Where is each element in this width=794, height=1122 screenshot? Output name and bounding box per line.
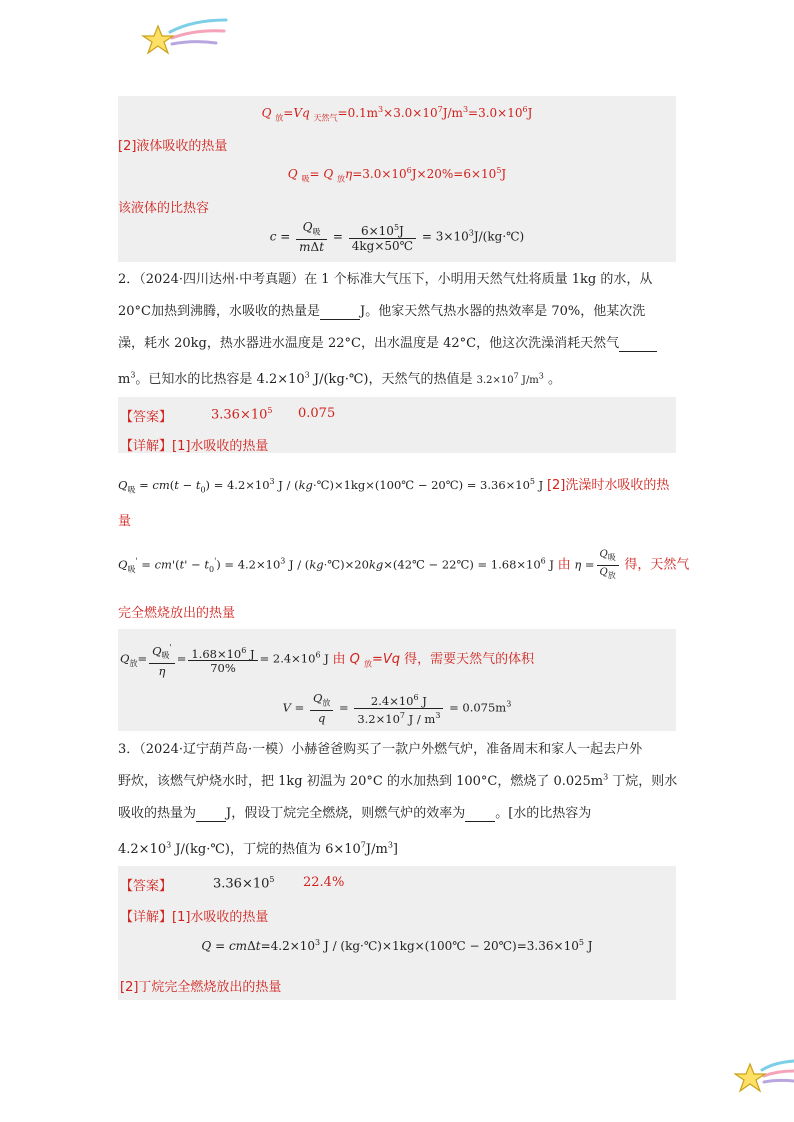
formula-q-xi: Q $_吸$= Q $_放\eta=3.0\times 10^6J\times 20\%=6\times 10^5J$: [287, 166, 507, 184]
q2-blank-1[interactable]: [320, 304, 360, 320]
q2-eq-3: $Q_放=$ $\frac{Q_吸'}{\eta}$ = $\frac{1.68\times 10^6 J}{70\%}$ = $2.4\times 10^6$ J 由 Q $_放$=Vq 得，需要天然气的体积: [120, 643, 535, 679]
q3-line-2: 野炊，该燃气炉烧水时，把 1kg 初温为 20°C 的水加热到 100°C，燃烧了 $0.025m^3$ 丁烷，则水: [118, 772, 678, 789]
shooting-star-icon: [734, 1056, 794, 1100]
q2-answer-1: $3.36\times 10^5$: [211, 406, 273, 423]
q3-eq-1: $Q = cm\Delta t=4.2\times 10^3$ J / (kg·℃)×1kg×(100℃ − $20℃)=3.36\times 10^5$ J: [201, 938, 593, 953]
q2-answer-label: 【答案】: [120, 410, 173, 425]
q2-answer-2: 0.075: [298, 406, 336, 421]
q3-detail-line: 【详解】[1]水吸收的热量: [120, 910, 269, 925]
q2-line-2: 20°C加热到沸腾，水吸收的热量是 J。他家天然气热水器的热效率是 70%，他某次洗: [118, 304, 646, 319]
q2-eq-1: $Q_吸 = cm(t - t_0) = 4.2\times 10^3$ J / (kg·℃)×1kg×(100℃ − 20℃) = $3.36\times 10^5$ J [2]洗澡时水吸收的热: [118, 477, 670, 495]
q2-detail-3c: 完全燃烧放出的热量: [118, 606, 236, 621]
q3-line-1: 3．（2024·辽宁葫芦岛·一模）小赫爸爸购买了一款户外燃气炉，准备周末和家人一起去户外: [118, 742, 643, 757]
shooting-star-icon: [140, 14, 230, 62]
specific-heat-heading: 该液体的比热容: [118, 201, 210, 216]
q2-line-3: 澡，耗水 20kg，热水器进水温度是 22°C，出水温度是 42°C，他这次洗澡消耗天然气: [118, 332, 657, 352]
formula-c: c = $\frac{Q_吸}{\text{mΔt}}$ = $\frac{6\times 10^5J}{4kg\times 50℃}$ = $3\times 10^3J/(kg\cdot℃)$: [269, 220, 525, 255]
q2-detail-line: 【详解】[1]水吸收的热量: [120, 439, 269, 454]
q2-volume-block: [118, 629, 676, 731]
q2-eq-4: V = $\frac{Q_放}{q}$ = $\frac{2.4\times 10^6 J}{3.2\times 10^7 J / m^3}$ = $0.075m^3$: [282, 691, 512, 726]
q3-answer-1: $3.36\times 10^5$: [213, 875, 275, 892]
q3-line-4: $4.2\times 10^3$ J/(kg·℃)，丁烷的热值为 $6\times 10^7J/m^3$]: [118, 840, 398, 857]
q3-line-3: 吸收的热量为 J，假设丁烷完全燃烧，则燃气炉的效率为 。[水的比热容为: [118, 806, 592, 821]
q3-answer-2: 22.4%: [303, 875, 345, 890]
q2-line-1: 2．（2024·四川达州·中考真题）在 1 个标准大气压下，小明用天然气灶将质量 1kg 的水，从: [118, 272, 653, 287]
q2-blank-2[interactable]: [619, 336, 657, 352]
q2-detail-2b: 量: [118, 514, 132, 529]
formula-q-fang: Q $_放$=Vq $_{天然气}=0.1m^3\times 3.0\times 10^7J/m^3=3.0\times 10^6J$: [261, 105, 533, 123]
q2-detail-4: 由 Q $_放$=Vq 得，需要天然气的体积: [332, 651, 535, 669]
q2-line-4: $m^3$。已知水的比热容是 $4.2\times 10^3$ J/(kg·℃)，天然气的热值是 $3.2\times 10^7$ $J/m^3$ 。: [118, 370, 562, 387]
previous-answer-block: [118, 96, 676, 262]
q3-detail-2: [2]丁烷完全燃烧放出的热量: [120, 980, 282, 995]
q3-answer-label: 【答案】: [120, 879, 173, 894]
q2-answer-block: [118, 397, 676, 453]
q3-blank-2[interactable]: [465, 806, 495, 822]
liquid-absorb-heading: [2]液体吸收的热量: [118, 139, 228, 154]
q3-blank-1[interactable]: [196, 806, 226, 822]
q2-eq-2: $Q_吸' = cm'(t' - t_0') = 4.2\times 10^3$ J / (kg·℃)×20kg×(42℃ − 22℃) = $1.68\times 10^6$ J 由 η = $\frac{Q_吸}{Q_放}$ 得，天然气: [118, 549, 690, 580]
q3-answer-block: [118, 866, 676, 1000]
